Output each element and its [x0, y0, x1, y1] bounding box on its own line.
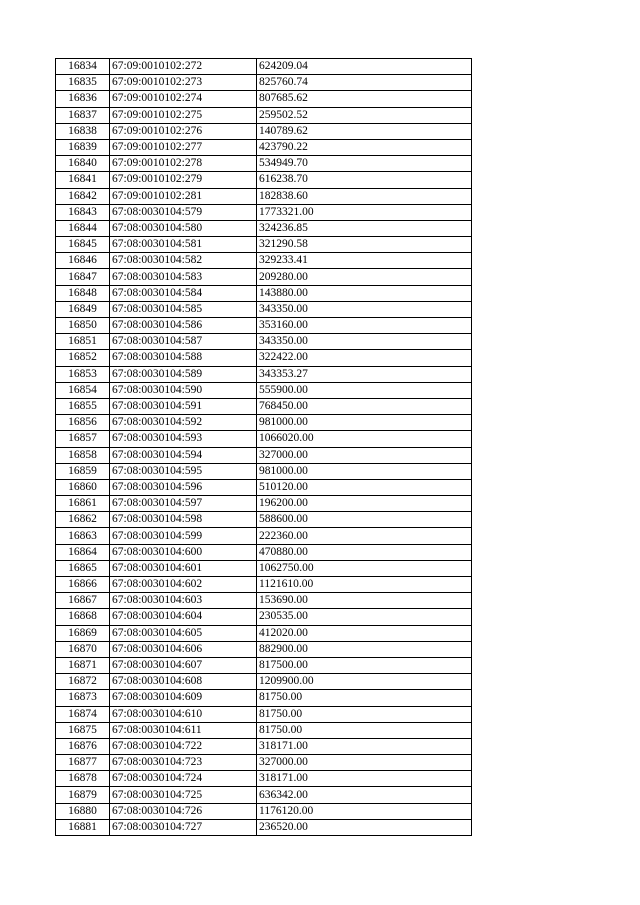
- value-cell: 825760.74: [257, 75, 472, 91]
- row-number-cell: 16877: [56, 755, 110, 771]
- value-cell: 236520.00: [257, 819, 472, 835]
- row-number-cell: 16857: [56, 431, 110, 447]
- row-number-cell: 16858: [56, 447, 110, 463]
- table-row: [56, 771, 472, 787]
- cadastral-number-cell: 67:08:0030104:606: [110, 641, 257, 657]
- cadastral-number-cell: 67:08:0030104:580: [110, 220, 257, 236]
- cadastral-number-cell: 67:08:0030104:596: [110, 479, 257, 495]
- value-cell: 329233.41: [257, 253, 472, 269]
- cadastral-number-cell: 67:08:0030104:590: [110, 382, 257, 398]
- table-row: [56, 512, 472, 528]
- table-row: [56, 593, 472, 609]
- table-row: [56, 577, 472, 593]
- cadastral-number-cell: 67:08:0030104:593: [110, 431, 257, 447]
- cadastral-number-cell: 67:08:0030104:723: [110, 755, 257, 771]
- row-number-cell: 16873: [56, 690, 110, 706]
- table-row: [56, 156, 472, 172]
- cadastral-number-cell: 67:08:0030104:595: [110, 463, 257, 479]
- cadastral-number-cell: 67:08:0030104:726: [110, 803, 257, 819]
- table-row: [56, 172, 472, 188]
- value-cell: 209280.00: [257, 269, 472, 285]
- value-cell: 343350.00: [257, 334, 472, 350]
- cadastral-number-cell: 67:08:0030104:601: [110, 560, 257, 576]
- value-cell: 882900.00: [257, 641, 472, 657]
- cadastral-number-cell: 67:08:0030104:591: [110, 398, 257, 414]
- table-row: [56, 107, 472, 123]
- cadastral-number-cell: 67:08:0030104:586: [110, 318, 257, 334]
- row-number-cell: 16837: [56, 107, 110, 123]
- table-row: [56, 237, 472, 253]
- cadastral-number-cell: 67:08:0030104:722: [110, 738, 257, 754]
- cadastral-number-cell: 67:08:0030104:581: [110, 237, 257, 253]
- table-row: [56, 803, 472, 819]
- value-cell: 817500.00: [257, 657, 472, 673]
- table-row: [56, 415, 472, 431]
- table-body: [56, 59, 472, 836]
- value-cell: 81750.00: [257, 706, 472, 722]
- cadastral-number-cell: 67:09:0010102:276: [110, 123, 257, 139]
- value-cell: 81750.00: [257, 722, 472, 738]
- cadastral-number-cell: 67:09:0010102:277: [110, 139, 257, 155]
- row-number-cell: 16878: [56, 771, 110, 787]
- row-number-cell: 16856: [56, 415, 110, 431]
- row-number-cell: 16839: [56, 139, 110, 155]
- table-row: [56, 496, 472, 512]
- table-row: [56, 819, 472, 835]
- value-cell: 1062750.00: [257, 560, 472, 576]
- cadastral-number-cell: 67:08:0030104:583: [110, 269, 257, 285]
- value-cell: 353160.00: [257, 318, 472, 334]
- table-row: [56, 755, 472, 771]
- cadastral-number-cell: 67:08:0030104:610: [110, 706, 257, 722]
- row-number-cell: 16865: [56, 560, 110, 576]
- table-row: [56, 738, 472, 754]
- value-cell: 322422.00: [257, 350, 472, 366]
- row-number-cell: 16843: [56, 204, 110, 220]
- value-cell: 423790.22: [257, 139, 472, 155]
- value-cell: 981000.00: [257, 415, 472, 431]
- row-number-cell: 16881: [56, 819, 110, 835]
- value-cell: 470880.00: [257, 544, 472, 560]
- value-cell: 616238.70: [257, 172, 472, 188]
- value-cell: 343350.00: [257, 301, 472, 317]
- table-row: [56, 625, 472, 641]
- table-row: [56, 722, 472, 738]
- table-row: [56, 690, 472, 706]
- value-cell: 140789.62: [257, 123, 472, 139]
- value-cell: 318171.00: [257, 738, 472, 754]
- cadastral-number-cell: 67:08:0030104:611: [110, 722, 257, 738]
- cadastral-number-cell: 67:08:0030104:607: [110, 657, 257, 673]
- table-row: [56, 366, 472, 382]
- table-row: [56, 463, 472, 479]
- table-row: [56, 123, 472, 139]
- table-row: [56, 528, 472, 544]
- row-number-cell: 16853: [56, 366, 110, 382]
- table-row: [56, 657, 472, 673]
- row-number-cell: 16860: [56, 479, 110, 495]
- row-number-cell: 16864: [56, 544, 110, 560]
- value-cell: 1773321.00: [257, 204, 472, 220]
- value-cell: 143880.00: [257, 285, 472, 301]
- table-row: [56, 350, 472, 366]
- cadastral-number-cell: 67:08:0030104:605: [110, 625, 257, 641]
- cadastral-number-cell: 67:08:0030104:599: [110, 528, 257, 544]
- table-row: [56, 674, 472, 690]
- row-number-cell: 16847: [56, 269, 110, 285]
- cadastral-number-cell: 67:08:0030104:587: [110, 334, 257, 350]
- row-number-cell: 16871: [56, 657, 110, 673]
- value-cell: 222360.00: [257, 528, 472, 544]
- value-cell: 327000.00: [257, 447, 472, 463]
- value-cell: 81750.00: [257, 690, 472, 706]
- value-cell: 182838.60: [257, 188, 472, 204]
- value-cell: 230535.00: [257, 609, 472, 625]
- table-row: [56, 188, 472, 204]
- table-row: [56, 431, 472, 447]
- table-row: [56, 285, 472, 301]
- value-cell: 1176120.00: [257, 803, 472, 819]
- value-cell: 259502.52: [257, 107, 472, 123]
- row-number-cell: 16850: [56, 318, 110, 334]
- value-cell: 981000.00: [257, 463, 472, 479]
- row-number-cell: 16852: [56, 350, 110, 366]
- table-row: [56, 560, 472, 576]
- value-cell: 1066020.00: [257, 431, 472, 447]
- table-row: [56, 609, 472, 625]
- table-row: [56, 301, 472, 317]
- table-row: [56, 91, 472, 107]
- row-number-cell: 16846: [56, 253, 110, 269]
- cadastral-number-cell: 67:09:0010102:281: [110, 188, 257, 204]
- cadastral-number-cell: 67:08:0030104:585: [110, 301, 257, 317]
- row-number-cell: 16879: [56, 787, 110, 803]
- row-number-cell: 16855: [56, 398, 110, 414]
- cadastral-number-cell: 67:09:0010102:278: [110, 156, 257, 172]
- cadastral-number-cell: 67:08:0030104:582: [110, 253, 257, 269]
- row-number-cell: 16834: [56, 59, 110, 75]
- value-cell: 327000.00: [257, 755, 472, 771]
- table-row: [56, 253, 472, 269]
- value-cell: 768450.00: [257, 398, 472, 414]
- table-row: [56, 641, 472, 657]
- row-number-cell: 16851: [56, 334, 110, 350]
- cadastral-number-cell: 67:08:0030104:600: [110, 544, 257, 560]
- value-cell: 555900.00: [257, 382, 472, 398]
- cadastral-number-cell: 67:08:0030104:724: [110, 771, 257, 787]
- table-row: [56, 706, 472, 722]
- table-row: [56, 59, 472, 75]
- value-cell: 321290.58: [257, 237, 472, 253]
- row-number-cell: 16868: [56, 609, 110, 625]
- value-cell: 324236.85: [257, 220, 472, 236]
- table-row: [56, 334, 472, 350]
- cadastral-number-cell: 67:08:0030104:727: [110, 819, 257, 835]
- value-cell: 1209900.00: [257, 674, 472, 690]
- row-number-cell: 16838: [56, 123, 110, 139]
- row-number-cell: 16861: [56, 496, 110, 512]
- table-row: [56, 220, 472, 236]
- value-cell: 1121610.00: [257, 577, 472, 593]
- table-row: [56, 139, 472, 155]
- value-cell: 588600.00: [257, 512, 472, 528]
- value-cell: 534949.70: [257, 156, 472, 172]
- row-number-cell: 16872: [56, 674, 110, 690]
- table-row: [56, 398, 472, 414]
- cadastral-number-cell: 67:08:0030104:602: [110, 577, 257, 593]
- row-number-cell: 16835: [56, 75, 110, 91]
- table-row: [56, 382, 472, 398]
- row-number-cell: 16862: [56, 512, 110, 528]
- row-number-cell: 16863: [56, 528, 110, 544]
- value-cell: 807685.62: [257, 91, 472, 107]
- row-number-cell: 16845: [56, 237, 110, 253]
- cadastral-number-cell: 67:08:0030104:584: [110, 285, 257, 301]
- row-number-cell: 16875: [56, 722, 110, 738]
- value-cell: 636342.00: [257, 787, 472, 803]
- row-number-cell: 16880: [56, 803, 110, 819]
- cadastral-number-cell: 67:08:0030104:588: [110, 350, 257, 366]
- row-number-cell: 16859: [56, 463, 110, 479]
- table-row: [56, 787, 472, 803]
- row-number-cell: 16869: [56, 625, 110, 641]
- cadastral-number-cell: 67:08:0030104:592: [110, 415, 257, 431]
- cadastral-number-cell: 67:09:0010102:274: [110, 91, 257, 107]
- cadastral-number-cell: 67:08:0030104:725: [110, 787, 257, 803]
- value-cell: 343353.27: [257, 366, 472, 382]
- row-number-cell: 16840: [56, 156, 110, 172]
- value-cell: 412020.00: [257, 625, 472, 641]
- row-number-cell: 16841: [56, 172, 110, 188]
- table-row: [56, 204, 472, 220]
- row-number-cell: 16874: [56, 706, 110, 722]
- table-row: [56, 269, 472, 285]
- table-row: [56, 75, 472, 91]
- row-number-cell: 16866: [56, 577, 110, 593]
- row-number-cell: 16867: [56, 593, 110, 609]
- cadastral-number-cell: 67:08:0030104:597: [110, 496, 257, 512]
- cadastral-number-cell: 67:08:0030104:598: [110, 512, 257, 528]
- row-number-cell: 16854: [56, 382, 110, 398]
- cadastral-number-cell: 67:08:0030104:589: [110, 366, 257, 382]
- value-cell: 510120.00: [257, 479, 472, 495]
- value-cell: 196200.00: [257, 496, 472, 512]
- data-table: [55, 58, 472, 836]
- value-cell: 624209.04: [257, 59, 472, 75]
- cadastral-number-cell: 67:08:0030104:608: [110, 674, 257, 690]
- cadastral-number-cell: 67:08:0030104:604: [110, 609, 257, 625]
- row-number-cell: 16849: [56, 301, 110, 317]
- cadastral-number-cell: 67:09:0010102:273: [110, 75, 257, 91]
- table-row: [56, 318, 472, 334]
- row-number-cell: 16842: [56, 188, 110, 204]
- row-number-cell: 16844: [56, 220, 110, 236]
- cadastral-number-cell: 67:08:0030104:579: [110, 204, 257, 220]
- value-cell: 153690.00: [257, 593, 472, 609]
- cadastral-number-cell: 67:08:0030104:594: [110, 447, 257, 463]
- row-number-cell: 16848: [56, 285, 110, 301]
- cadastral-number-cell: 67:08:0030104:603: [110, 593, 257, 609]
- table-row: [56, 447, 472, 463]
- row-number-cell: 16836: [56, 91, 110, 107]
- table-row: [56, 544, 472, 560]
- row-number-cell: 16870: [56, 641, 110, 657]
- row-number-cell: 16876: [56, 738, 110, 754]
- value-cell: 318171.00: [257, 771, 472, 787]
- cadastral-number-cell: 67:09:0010102:272: [110, 59, 257, 75]
- cadastral-number-cell: 67:09:0010102:275: [110, 107, 257, 123]
- cadastral-number-cell: 67:08:0030104:609: [110, 690, 257, 706]
- table-row: [56, 479, 472, 495]
- cadastral-number-cell: 67:09:0010102:279: [110, 172, 257, 188]
